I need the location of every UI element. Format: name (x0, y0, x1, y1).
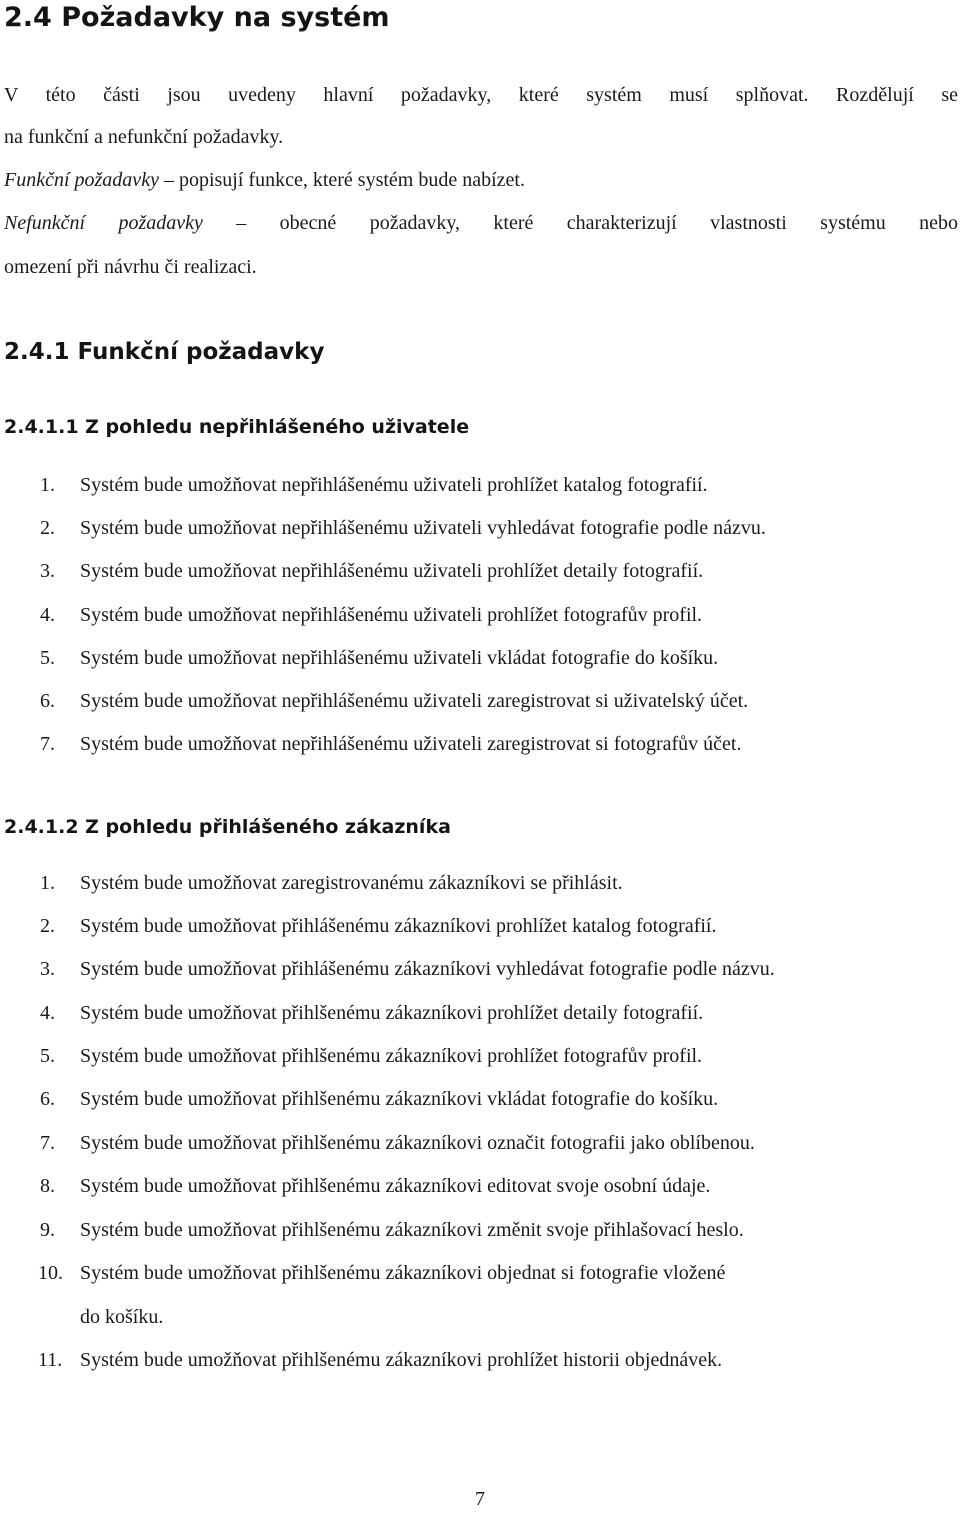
list-number: 11. (38, 1349, 63, 1371)
list-text: Systém bude umožňovat nepřihlášenému uživateli zaregistrovat si uživatelský účet. (80, 690, 749, 712)
list-item (40, 686, 748, 716)
list-number: 5. (40, 647, 55, 669)
nonfunctional-definition (4, 208, 958, 238)
list-number: 8. (40, 1175, 55, 1197)
section-heading: 2.4 Požadavky na systém (4, 2, 390, 33)
list-item (40, 1128, 755, 1158)
list-text: Systém bude umožňovat nepřihlášenému uživateli vkládat fotografie do košíku. (80, 647, 719, 669)
list-item (40, 998, 703, 1028)
nonfunctional-definition-text: – obecné požadavky, které charakterizují vlastnosti systému nebo (202, 212, 958, 234)
list-number: 6. (40, 690, 55, 712)
list-number: 1. (40, 872, 55, 894)
functional-definition-text: – popisují funkce, které systém bude nabízet. (158, 169, 525, 191)
list-item (40, 556, 703, 586)
list-number: 1. (40, 474, 55, 496)
list-text: Systém bude umožňovat zaregistrovanému zákazníkovi se přihlásit. (80, 872, 623, 894)
list-number: 9. (40, 1219, 55, 1241)
unregistered-heading: 2.4.1.1 Z pohledu nepřihlášeného uživatele (4, 416, 470, 438)
list-number: 4. (40, 1002, 55, 1024)
list-number: 10. (38, 1262, 63, 1284)
list-text: Systém bude umožňovat přihlšenému zákazníkovi prohlížet fotografův profil. (80, 1045, 703, 1067)
intro-paragraph-line-2: na funkční a nefunkční požadavky. (4, 126, 284, 148)
list-text: Systém bude umožňovat přihlšenému zákazníkovi objednat si fotografie vložené (80, 1262, 726, 1284)
list-text: Systém bude umožňovat přihlšenému zákazníkovi označit fotografii jako oblíbenou. (80, 1132, 755, 1154)
list-item (40, 1041, 702, 1071)
list-text: Systém bude umožňovat přihlšenému zákazníkovi editovat svoje osobní údaje. (80, 1175, 711, 1197)
subsection-heading: 2.4.1 Funkční požadavky (4, 339, 325, 365)
list-item (40, 911, 716, 941)
list-number: 2. (40, 915, 55, 937)
list-item (40, 513, 766, 543)
list-item (38, 1258, 725, 1288)
list-number: 4. (40, 604, 55, 626)
page-number: 7 (475, 1488, 485, 1510)
list-number: 5. (40, 1045, 55, 1067)
list-number: 3. (40, 560, 55, 582)
list-item (40, 729, 741, 759)
list-text: Systém bude umožňovat nepřihlášenému uživateli prohlížet detaily fotografií. (80, 560, 704, 582)
list-text: Systém bude umožňovat přihlšenému zákazníkovi prohlížet historii objednávek. (80, 1349, 723, 1371)
list-text: Systém bude umožňovat nepřihlášenému uživateli zaregistrovat si fotografův účet. (80, 733, 742, 755)
list-text: Systém bude umožňovat nepřihlášenému uživateli prohlížet fotografův profil. (80, 604, 703, 626)
list-item (40, 643, 718, 673)
list-number: 6. (40, 1088, 55, 1110)
list-item (38, 1345, 722, 1375)
list-text: Systém bude umožňovat přihlášenému zákazníkovi prohlížet katalog fotografií. (80, 915, 717, 937)
list-item (40, 1084, 718, 1114)
list-text: Systém bude umožňovat nepřihlášenému uživateli vyhledávat fotografie podle názvu. (80, 517, 766, 539)
list-item-continuation: do košíku. (80, 1306, 164, 1328)
list-number: 7. (40, 1132, 55, 1154)
list-text: Systém bude umožňovat přihlášenému zákazníkovi vyhledávat fotografie podle názvu. (80, 958, 775, 980)
list-number: 2. (40, 517, 55, 539)
nonfunctional-definition-line-2: omezení při návrhu či realizaci. (4, 256, 257, 278)
list-number: 3. (40, 958, 55, 980)
customer-heading: 2.4.1.2 Z pohledu přihlášeného zákazníka (4, 816, 451, 838)
list-item (40, 1215, 744, 1245)
functional-definition (4, 165, 525, 195)
list-item (40, 600, 702, 630)
list-text: Systém bude umožňovat přihlšenému zákazníkovi vkládat fotografie do košíku. (80, 1088, 719, 1110)
list-text: Systém bude umožňovat přihlšenému zákazníkovi změnit svoje přihlašovací heslo. (80, 1219, 744, 1241)
list-item (40, 470, 708, 500)
list-item (40, 1171, 710, 1201)
list-text: Systém bude umožňovat nepřihlášenému uživateli prohlížet katalog fotografií. (80, 474, 708, 496)
list-number: 7. (40, 733, 55, 755)
intro-paragraph-line-1: V této části jsou uvedeny hlavní požadavky, které systém musí splňovat. Rozdělují se (4, 84, 958, 106)
functional-term: Funkční požadavky (4, 169, 159, 191)
list-item (40, 868, 623, 898)
list-item (40, 954, 775, 984)
list-text: Systém bude umožňovat přihlšenému zákazníkovi prohlížet detaily fotografií. (80, 1002, 704, 1024)
nonfunctional-term: Nefunkční požadavky (4, 212, 203, 234)
